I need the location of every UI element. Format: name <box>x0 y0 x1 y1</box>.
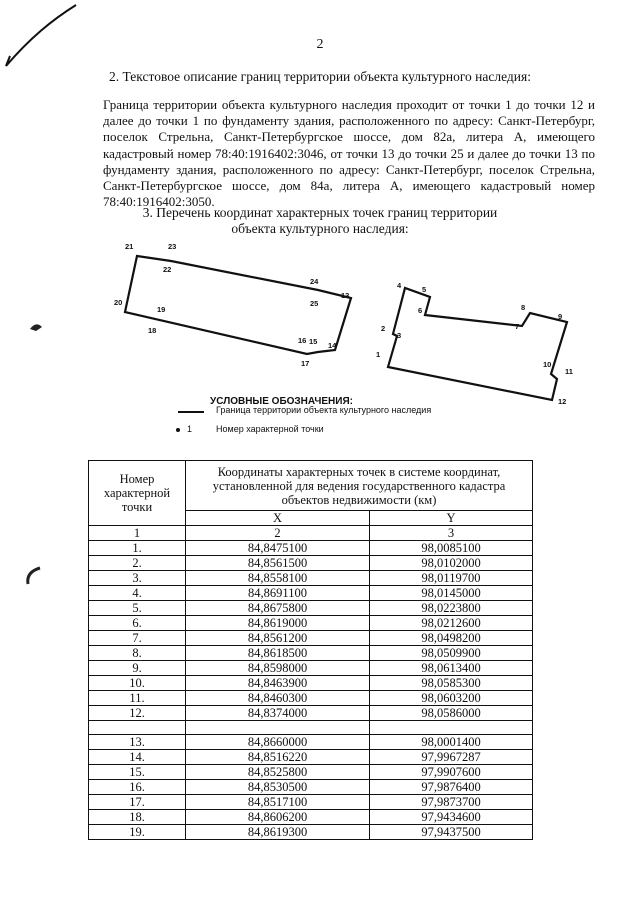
section-heading-line: 3. Перечень координат характерных точек границ территории <box>142 205 498 220</box>
point-number-cell: 15. <box>89 765 186 780</box>
point-label: 8 <box>521 303 526 312</box>
x-coordinate-cell: 84,8561200 <box>186 631 370 646</box>
x-coordinate-cell: 84,8525800 <box>186 765 370 780</box>
page-number: 2 <box>316 37 324 52</box>
x-coordinate-cell: 84,8561500 <box>186 556 370 571</box>
punch-hole-mark <box>28 568 40 584</box>
x-coordinate-cell: 84,8598000 <box>186 661 370 676</box>
x-coordinate-cell: 84,8558100 <box>186 571 370 586</box>
left-point-labels <box>114 242 349 368</box>
rows-building-a <box>89 541 533 721</box>
point-label: 2 <box>381 324 386 333</box>
boundary-line-right <box>388 288 567 400</box>
x-coordinate-cell: 84,8460300 <box>186 691 370 706</box>
point-label: 12 <box>558 397 567 406</box>
x-coordinate-cell: 84,8675800 <box>186 601 370 616</box>
point-number-cell: 14. <box>89 750 186 765</box>
x-coordinate-cell: 84,8691100 <box>186 586 370 601</box>
table-row <box>89 810 533 825</box>
header-x: X <box>186 511 370 526</box>
point-label: 15 <box>309 337 318 346</box>
point-label: 7 <box>515 322 520 331</box>
point-label: 22 <box>163 265 172 274</box>
column-number: 1 <box>89 526 186 541</box>
point-label: 5 <box>422 285 427 294</box>
column-number: 3 <box>370 526 533 541</box>
y-coordinate-cell: 98,0586000 <box>370 706 533 721</box>
table-row <box>89 825 533 840</box>
table-row <box>89 765 533 780</box>
x-coordinate-cell: 84,8463900 <box>186 676 370 691</box>
point-label: 18 <box>148 326 157 335</box>
y-coordinate-cell: 98,0145000 <box>370 586 533 601</box>
header-point-number: Номер характерной точки <box>89 461 186 526</box>
y-coordinate-cell: 98,0085100 <box>370 541 533 556</box>
point-number-cell: 7. <box>89 631 186 646</box>
rows-building-b <box>89 735 533 840</box>
y-coordinate-cell: 98,0585300 <box>370 676 533 691</box>
x-coordinate-cell: 84,8618500 <box>186 646 370 661</box>
x-coordinate-cell: 84,8475100 <box>186 541 370 556</box>
point-number-cell: 19. <box>89 825 186 840</box>
point-label: 11 <box>565 367 573 376</box>
point-number-cell: 16. <box>89 780 186 795</box>
x-coordinate-cell: 84,8606200 <box>186 810 370 825</box>
table-row <box>89 750 533 765</box>
table-row <box>89 541 533 556</box>
column-number: 2 <box>186 526 370 541</box>
y-coordinate-cell: 98,0509900 <box>370 646 533 661</box>
x-coordinate-cell: 84,8516220 <box>186 750 370 765</box>
point-number-cell: 8. <box>89 646 186 661</box>
y-coordinate-cell: 98,0119700 <box>370 571 533 586</box>
table-row <box>89 691 533 706</box>
x-coordinate-cell: 84,8660000 <box>186 735 370 750</box>
table-row <box>89 646 533 661</box>
point-number-cell: 3. <box>89 571 186 586</box>
y-coordinate-cell: 97,9967287 <box>370 750 533 765</box>
x-coordinate-cell: 84,8619300 <box>186 825 370 840</box>
point-label: 16 <box>298 336 307 345</box>
x-coordinate-cell: 84,8517100 <box>186 795 370 810</box>
y-coordinate-cell: 97,9876400 <box>370 780 533 795</box>
point-label: 10 <box>543 360 552 369</box>
point-label: 9 <box>558 312 563 321</box>
point-label: 13 <box>341 291 350 300</box>
point-label: 1 <box>376 350 381 359</box>
point-number-cell: 18. <box>89 810 186 825</box>
y-coordinate-cell: 98,0603200 <box>370 691 533 706</box>
point-label: 3 <box>397 331 402 340</box>
table-row <box>89 556 533 571</box>
point-label: 6 <box>418 306 423 315</box>
table-row <box>89 676 533 691</box>
point-number-cell: 1. <box>89 541 186 556</box>
table-row <box>89 601 533 616</box>
point-label: 19 <box>157 305 166 314</box>
table-row <box>89 780 533 795</box>
legend-point-symbol <box>176 428 180 432</box>
y-coordinate-cell: 98,0223800 <box>370 601 533 616</box>
point-label: 25 <box>310 299 319 308</box>
point-number-cell: 5. <box>89 601 186 616</box>
y-coordinate-cell: 97,9873700 <box>370 795 533 810</box>
legend-point-number: 1 <box>187 424 193 434</box>
separator <box>89 721 533 735</box>
x-coordinate-cell: 84,8619000 <box>186 616 370 631</box>
boundary-description: Граница территории объекта культурного наследия проходит от точки 1 до точки 12 и далее до точки 1 по фундаменту здания, расположенного по адресу: Санкт-Петербург, поселок Стрельна, Санкт-Петербургское шоссе, дом 82а, литера А, имеющего кадастровый номер 78:40:1916402:3046, от точки 13 до точки 25 и далее до точки 13 по фундаменту здания, расположенного по адресу: Санкт-Петербург, поселок Стрельна, Санкт-Петербургское шоссе, дом 84а, литера А, имеющего кадастровый номер 78:40:1916402:3050. <box>103 97 595 210</box>
point-label: 17 <box>301 359 310 368</box>
point-number-cell: 6. <box>89 616 186 631</box>
x-coordinate-cell: 84,8530500 <box>186 780 370 795</box>
y-coordinate-cell: 98,0102000 <box>370 556 533 571</box>
section-heading-line: объекта культурного наследия: <box>231 221 409 236</box>
y-coordinate-cell: 98,0613400 <box>370 661 533 676</box>
separator-row <box>89 721 533 735</box>
y-coordinate-cell: 98,0498200 <box>370 631 533 646</box>
table-row <box>89 571 533 586</box>
point-number-cell: 12. <box>89 706 186 721</box>
table-row <box>89 661 533 676</box>
legend-line-label: Граница территории объекта культурного наследия <box>216 405 432 415</box>
point-number-cell: 13. <box>89 735 186 750</box>
table-row <box>89 706 533 721</box>
header-coordinates: Координаты характерных точек в системе координат, установленной для ведения государственного кадастра объектов недвижимости (км) <box>186 461 533 511</box>
coordinates-table <box>88 460 533 840</box>
header-y: Y <box>370 511 533 526</box>
point-number-cell: 9. <box>89 661 186 676</box>
y-coordinate-cell: 97,9437500 <box>370 825 533 840</box>
legend-point-label: Номер характерной точки <box>216 424 324 434</box>
point-number-cell: 17. <box>89 795 186 810</box>
table-row <box>89 631 533 646</box>
point-label: 24 <box>310 277 319 286</box>
table-row <box>89 795 533 810</box>
right-point-labels <box>376 281 573 406</box>
table-row <box>89 586 533 601</box>
y-coordinate-cell: 98,0212600 <box>370 616 533 631</box>
point-number-cell: 4. <box>89 586 186 601</box>
point-label: 23 <box>168 242 177 251</box>
point-label: 21 <box>125 242 134 251</box>
point-label: 14 <box>328 341 337 350</box>
y-coordinate-cell: 97,9434600 <box>370 810 533 825</box>
y-coordinate-cell: 97,9907600 <box>370 765 533 780</box>
point-number-cell: 2. <box>89 556 186 571</box>
legend-line-symbol <box>178 411 204 413</box>
x-coordinate-cell: 84,8374000 <box>186 706 370 721</box>
point-label: 4 <box>397 281 402 290</box>
point-label: 20 <box>114 298 123 307</box>
legend-title: УСЛОВНЫЕ ОБОЗНАЧЕНИЯ: <box>210 396 353 407</box>
table-row <box>89 616 533 631</box>
point-number-cell: 10. <box>89 676 186 691</box>
section-heading: 2. Текстовое описание границ территории объекта культурного наследия: <box>109 69 531 84</box>
point-number-cell: 11. <box>89 691 186 706</box>
table-row <box>89 735 533 750</box>
y-coordinate-cell: 98,0001400 <box>370 735 533 750</box>
